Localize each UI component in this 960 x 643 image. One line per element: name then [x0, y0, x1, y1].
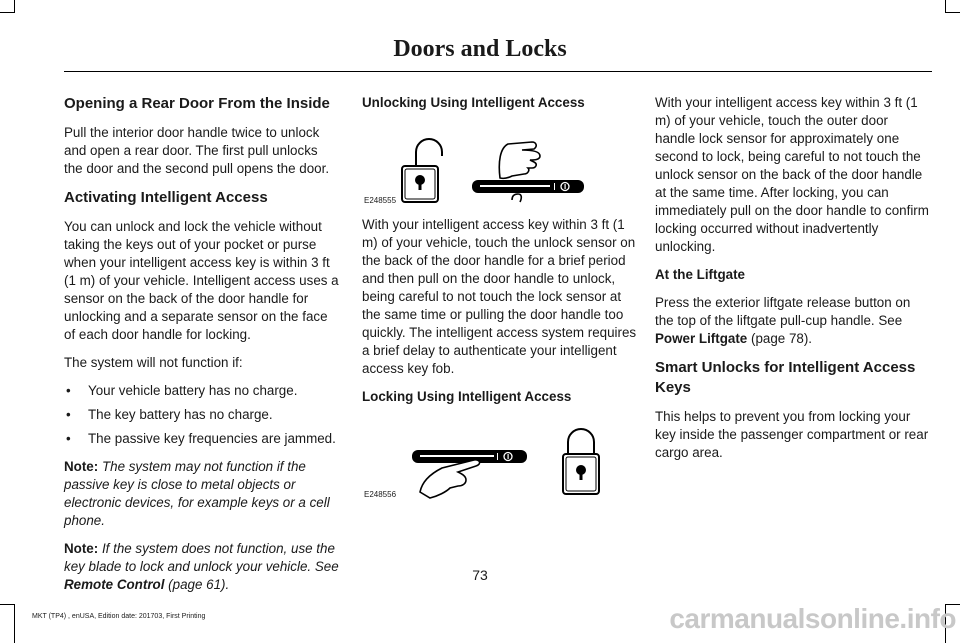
column-right	[655, 94, 930, 472]
crop-mark	[945, 12, 960, 13]
figure-code: E248555	[364, 196, 397, 205]
list-item: • The key battery has no charge.	[64, 406, 339, 424]
note-label: Note:	[64, 541, 99, 556]
note-body: If the system does not function, use the key blade to lock and unlock your vehicle. See	[64, 541, 339, 574]
heading-rear-door: Opening a Rear Door From the Inside	[64, 95, 330, 112]
heading-liftgate: At the Liftgate	[655, 267, 746, 282]
column-left	[64, 94, 339, 604]
watermark: carmanualsonline.info	[669, 603, 956, 634]
locked-padlock-icon	[563, 429, 599, 494]
liftgate-text: Press the exterior liftgate release button on the top of the liftgate pull-cup handle. See	[655, 295, 911, 328]
unlocked-padlock-icon	[402, 139, 442, 202]
heading-unlocking: Unlocking Using Intelligent Access	[362, 95, 585, 110]
header-rule	[64, 71, 932, 72]
bullet-list	[64, 382, 339, 448]
paragraph-locking: With your intelligent access key within 3 ft (1 m) of your vehicle, touch the outer door handle lock sensor for approximately one second to lock, being careful to not touch the unlock sensor on the back of the door handle at the same time. After locking, you can immediately pull on the door handle to confirm locking occurred without inadvertently unlocking.	[655, 95, 929, 254]
page-ref: (page 78).	[747, 331, 813, 346]
figure-code: E248556	[364, 490, 397, 499]
column-middle	[362, 94, 637, 510]
edition-footer: MKT (TP4) , enUSA, Edition date: 201703, First Printing	[32, 613, 206, 620]
unlock-illustration	[362, 122, 632, 206]
note-metal	[64, 458, 339, 530]
hand-icon	[420, 460, 480, 498]
page-number: 73	[472, 567, 488, 583]
paragraph-smart-unlocks: This helps to prevent you from locking your key inside the passenger compartment or rear cargo area.	[655, 409, 929, 460]
lock-illustration	[362, 416, 632, 500]
power-liftgate-link[interactable]: Power Liftgate	[655, 331, 748, 346]
heading-locking: Locking Using Intelligent Access	[362, 389, 572, 404]
crop-mark	[14, 604, 15, 643]
list-item: • Your vehicle battery has no charge.	[64, 382, 339, 400]
lock-diagram	[362, 416, 632, 500]
note-label: Note:	[64, 459, 99, 474]
remote-control-link[interactable]: Remote Control	[64, 577, 165, 592]
heading-activating: Activating Intelligent Access	[64, 189, 268, 206]
crop-mark	[0, 12, 15, 13]
list-item: • The passive key frequencies are jammed.	[64, 430, 339, 448]
crop-mark	[945, 0, 946, 13]
paragraph-rear-door: Pull the interior door handle twice to unlock and open a rear door. The first pull unlocks the door and the second pull opens the door.	[64, 125, 330, 176]
page-ref: (page 61).	[164, 577, 230, 592]
paragraph-liftgate	[655, 294, 930, 348]
crop-mark	[0, 604, 15, 605]
paragraph-not-function: The system will not function if:	[64, 355, 243, 370]
paragraph-activating: You can unlock and lock the vehicle without taking the keys out of your pocket or purse when your intelligent access key is within 3 ft (1 m) of your vehicle. Intelligent access uses a sensor on the back of the door handle for unlocking and a separate sensor on the face of each door handle for locking.	[64, 219, 339, 342]
heading-smart-unlocks: Smart Unlocks for Intelligent Access Keys	[655, 359, 916, 396]
page-title: Doors and Locks	[393, 36, 567, 62]
door-handle-icon	[472, 180, 584, 193]
paragraph-unlocking: With your intelligent access key within 3 ft (1 m) of your vehicle, touch the unlock sensor on the back of the door handle for a brief period and then pull on the door handle to unlock, being careful to not touch the lock sensor at the same time or pulling the door handle too quickly. The intelligent access system requires a brief delay to authenticate your intelligent access key fob.	[362, 217, 637, 376]
unlock-diagram	[362, 122, 632, 206]
note-body: The system may not function if the passive key is close to metal objects or electronic devices, for example keys or a cell phone.	[64, 459, 330, 528]
crop-mark	[14, 0, 15, 13]
